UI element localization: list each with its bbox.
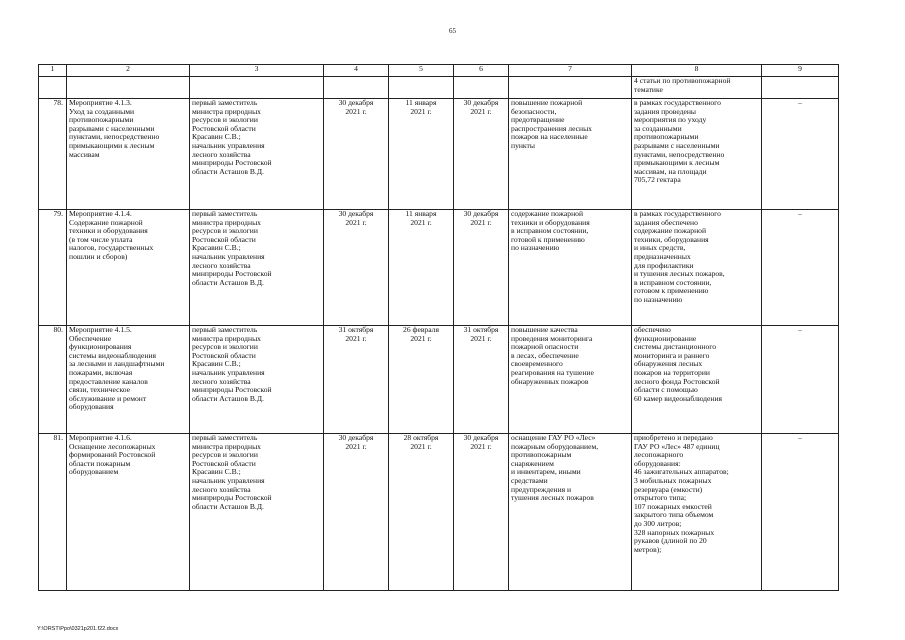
table-header-row <box>39 65 839 77</box>
expected-result-cell: содержание пожарной техники и оборудования в исправном состоянии, готовой к применению по назначению <box>509 210 632 326</box>
end-date-cell: 31 октября 2021 г. <box>454 326 509 434</box>
file-path-footer: Y:\ORST\Ppo\0321p201.f22.docx <box>37 626 119 632</box>
responsible-cell: первый заместитель министра природных ресурсов и экологии Ростовской области Красавин С.В.; начальник управления лесного хозяйства минприроды Ростовской области Асташов В.Д. <box>190 326 324 434</box>
plan-date-cell: 31 октября 2021 г. <box>324 326 389 434</box>
event-cell: Мероприятие 4.1.6. Оснащение лесопожарных формирований Ростовской области пожарным оборудованием <box>67 434 190 591</box>
responsible-cell: первый заместитель министра природных ресурсов и экологии Ростовской области Красавин С.В.; начальник управления лесного хозяйства минприроды Ростовской области Асташов В.Д. <box>190 210 324 326</box>
expected-result-cell: повышение качества проведения мониторинга пожарной опасности в лесах, обеспечение своевременного реагирования на тушение обнаруженных пожаров <box>509 326 632 434</box>
header-cell: 3 <box>190 65 324 77</box>
start-date-cell: 11 января 2021 г. <box>389 99 454 210</box>
row-number: 81. <box>39 434 67 591</box>
header-cell: 6 <box>454 65 509 77</box>
event-cell: Мероприятие 4.1.4. Содержание пожарной техники и оборудования (в том числе уплата налогов, государственных пошлин и сборов) <box>67 210 190 326</box>
start-date-cell: 26 февраля 2021 г. <box>389 326 454 434</box>
plan-date-cell: 30 декабря 2021 г. <box>324 99 389 210</box>
header-cell: 9 <box>762 65 839 77</box>
continuation-cell: 4 статьи по противопожарной тематике <box>632 77 762 99</box>
end-date-cell: 30 декабря 2021 г. <box>454 210 509 326</box>
header-cell: 1 <box>39 65 67 77</box>
header-cell: 2 <box>67 65 190 77</box>
expected-result-cell: оснащение ГАУ РО «Лес» пожарным оборудованием, противопожарным снаряжением и инвентарем, иными средствами предупреждения и тушения лесных пожаров <box>509 434 632 591</box>
start-date-cell: 11 января 2021 г. <box>389 210 454 326</box>
expected-result-cell: повышение пожарной безопасности, предотвращение распространения лесных пожаров на населенные пункты <box>509 99 632 210</box>
start-date-cell: 28 октября 2021 г. <box>389 434 454 591</box>
event-cell: Мероприятие 4.1.5. Обеспечение функционирования системы видеонаблюдения за лесными и ландшафтными пожарами, включая предоставление каналов связи, техническое обслуживание и ремонт оборудования <box>67 326 190 434</box>
header-cell: 7 <box>509 65 632 77</box>
note-cell: – <box>762 210 839 326</box>
continuation-row <box>39 77 839 99</box>
table-row <box>39 326 839 434</box>
end-date-cell: 30 декабря 2021 г. <box>454 99 509 210</box>
header-cell: 8 <box>632 65 762 77</box>
actual-result-cell: в рамках государственного задания обеспечено содержание пожарной техники, оборудования и иных средств, предназначенных для профилактики и тушения лесных пожаров, в исправном состоянии, готовом к применению по назначению <box>632 210 762 326</box>
plan-date-cell: 30 декабря 2021 г. <box>324 434 389 591</box>
report-table <box>38 64 839 591</box>
page-number: 65 <box>449 27 456 35</box>
note-cell: – <box>762 99 839 210</box>
table-row <box>39 99 839 210</box>
table-row <box>39 210 839 326</box>
note-cell: – <box>762 326 839 434</box>
note-cell: – <box>762 434 839 591</box>
header-cell: 5 <box>389 65 454 77</box>
row-number: 78. <box>39 99 67 210</box>
end-date-cell: 30 декабря 2021 г. <box>454 434 509 591</box>
table-row <box>39 434 839 591</box>
actual-result-cell: обеспечено функционирование системы дистанционного мониторинга и раннего обнаружения лесных пожаров на территории лесного фонда Ростовской области с помощью 60 камер видеонаблюдения <box>632 326 762 434</box>
responsible-cell: первый заместитель министра природных ресурсов и экологии Ростовской области Красавин С.В.; начальник управления лесного хозяйства минприроды Ростовской области Асташов В.Д. <box>190 434 324 591</box>
plan-date-cell: 30 декабря 2021 г. <box>324 210 389 326</box>
responsible-cell: первый заместитель министра природных ресурсов и экологии Ростовской области Красавин С.В.; начальник управления лесного хозяйства минприроды Ростовской области Асташов В.Д. <box>190 99 324 210</box>
header-cell: 4 <box>324 65 389 77</box>
actual-result-cell: приобретено и передано ГАУ РО «Лес» 487 единиц лесопожарного оборудования: 46 зажигательных аппаратов; 3 мобильных пожарных резервуара (емкости) открытого типа; 107 пожарных емкостей закрытого типа объемом до 300 литров; 328 напорных пожарных рукавов (длиной по 20 метров); <box>632 434 762 591</box>
row-number: 80. <box>39 326 67 434</box>
actual-result-cell: в рамках государственного задания проведены мероприятия по уходу за созданными противопожарными разрывами с населенными пунктами, непосредственно примыкающими к лесным массивам, на площади 705,72 гектара <box>632 99 762 210</box>
row-number: 79. <box>39 210 67 326</box>
event-cell: Мероприятие 4.1.3. Уход за созданными противопожарными разрывами с населенными пунктами, непосредственно примыкающими к лесным массивам <box>67 99 190 210</box>
